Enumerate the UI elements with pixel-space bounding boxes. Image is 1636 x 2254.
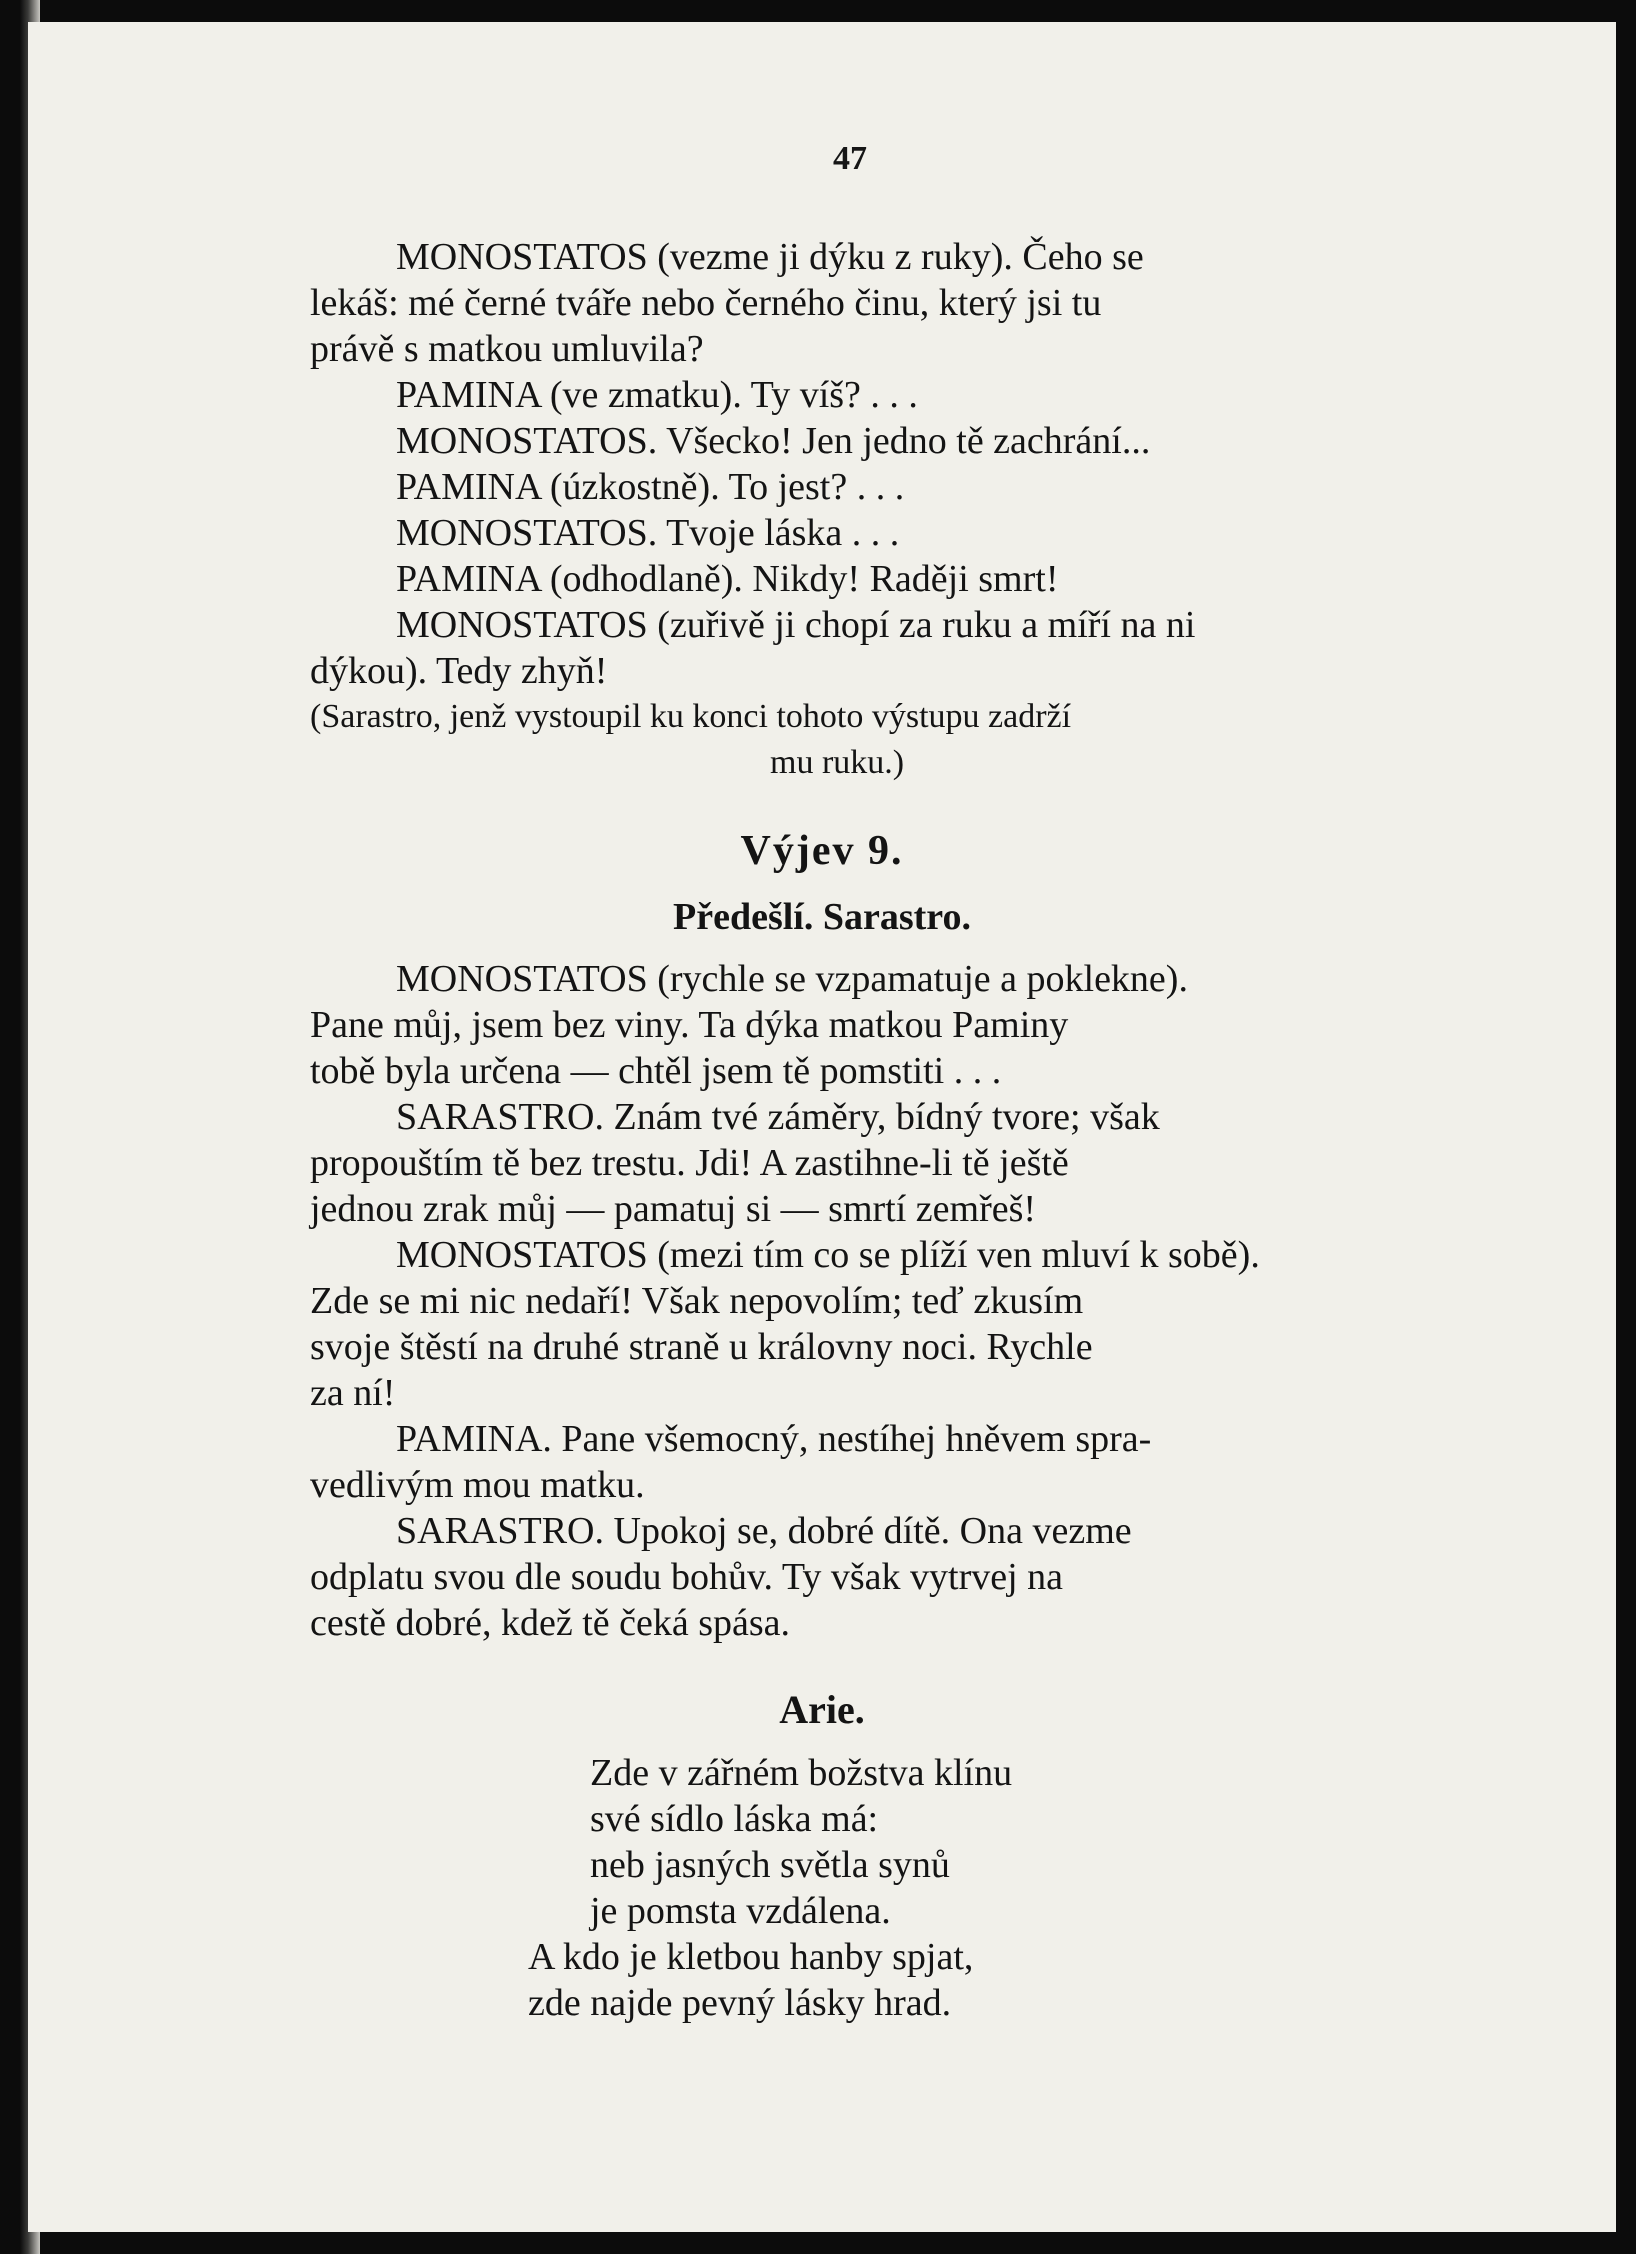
stage-direction: mu ruku.) [770,744,905,781]
text-line: dýkou). Tedy zhyň! [310,650,608,692]
text-line: MONOSTATOS (zuřivě ji chopí za ruku a míří na ni [396,604,1196,646]
book-page [28,22,1616,2232]
text-line: propouštím tě bez trestu. Jdi! A zastihne-li tě ještě [310,1142,1069,1184]
text-line: MONOSTATOS (mezi tím co se plíží ven mluví k sobě). [396,1234,1260,1276]
text-line: cestě dobré, kdež tě čeká spása. [310,1602,791,1644]
poem-line: Zde v zářném božstva klínu [590,1752,1013,1794]
poem-line: neb jasných světla synů [590,1844,950,1886]
text-line: jednou zrak můj — pamatuj si — smrtí zemřeš! [310,1188,1037,1230]
poem-line: své sídlo láska má: [590,1798,879,1840]
text-line: odplatu svou dle soudu bohův. Ty však vytrvej na [310,1556,1064,1598]
text-line: MONOSTATOS. Tvoje láska . . . [396,512,900,554]
text-line: svoje štěstí na druhé straně u královny noci. Rychle [310,1326,1093,1368]
scene-heading: Výjev 9. [740,828,904,874]
text-line: za ní! [310,1372,396,1414]
poem-line: je pomsta vzdálena. [590,1890,891,1932]
text-line: PAMINA (ve zmatku). Ty víš? . . . [396,374,918,416]
dialogue-block-2 [310,956,1460,1646]
page-number: 47 [833,140,867,177]
text-line: PAMINA. Pane všemocný, nestíhej hněvem spra- [396,1418,1152,1460]
text-line: Pane můj, jsem bez viny. Ta dýka matkou Paminy [310,1004,1069,1046]
dialogue-block-1 [310,234,1460,786]
text-line: PAMINA (odhodlaně). Nikdy! Raději smrt! [396,558,1059,600]
text-line: MONOSTATOS (rychle se vzpamatuje a poklekne). [396,958,1188,1000]
text-line: MONOSTATOS. Všecko! Jen jedno tě zachrání... [396,420,1151,462]
text-line: právě s matkou umluvila? [310,328,704,370]
text-line: SARASTRO. Znám tvé záměry, bídný tvore; však [396,1096,1160,1138]
aria-poem [528,1750,1012,2026]
text-line: Zde se mi nic nedaří! Však nepovolím; teď zkusím [310,1280,1084,1322]
text-line: SARASTRO. Upokoj se, dobré dítě. Ona vezme [396,1510,1132,1552]
stage-direction: (Sarastro, jenž vystoupil ku konci tohoto výstupu zadrží [310,698,1072,735]
text-line: tobě byla určena — chtěl jsem tě pomstiti . . . [310,1050,1002,1092]
text-line: PAMINA (úzkostně). To jest? . . . [396,466,905,508]
poem-line: A kdo je kletbou hanby spjat, [528,1936,974,1978]
text-line: lekáš: mé černé tváře nebo černého činu, který jsi tu [310,282,1102,324]
text-line: vedlivým mou matku. [310,1464,645,1506]
scene-persons: Předešlí. Sarastro. [673,896,971,938]
aria-heading: Arie. [779,1687,865,1732]
poem-line: zde najde pevný lásky hrad. [528,1982,952,2024]
text-line: MONOSTATOS (vezme ji dýku z ruky). Čeho se [396,236,1144,278]
